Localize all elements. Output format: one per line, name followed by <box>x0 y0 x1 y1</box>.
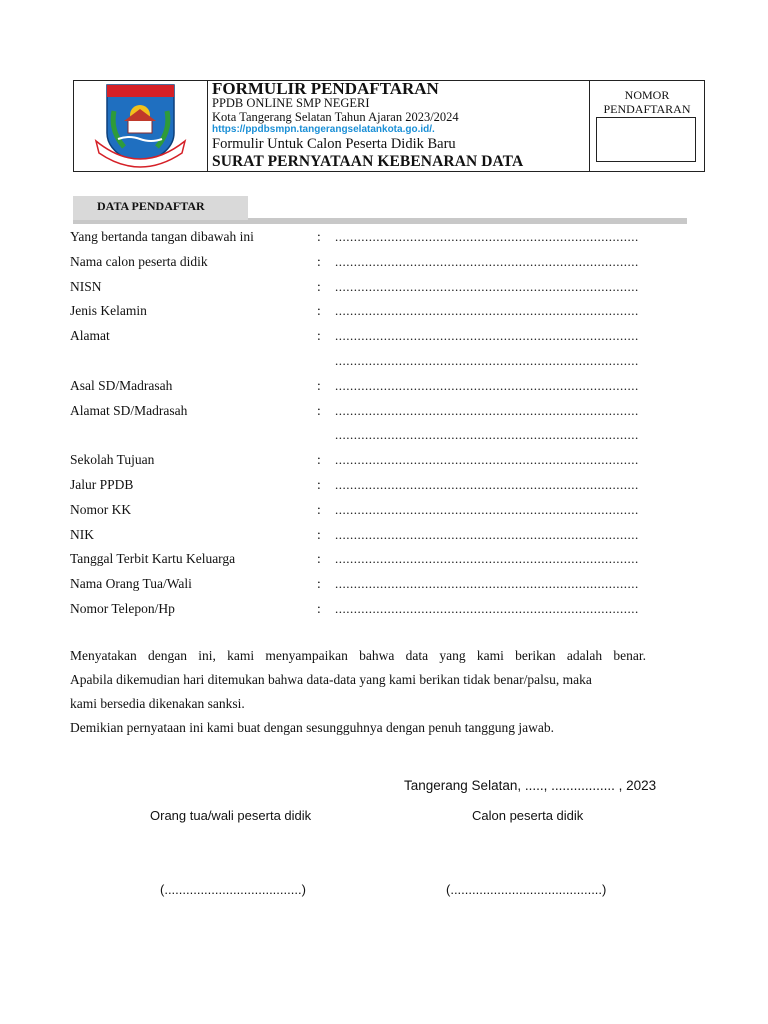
field-input[interactable]: ................................................................................. <box>335 279 639 294</box>
statement-line-2: Apabila dikemudian hari ditemukan bahwa data-data yang kami berikan tidak benar/palsu, maka <box>70 672 592 687</box>
section-title: DATA PENDAFTAR <box>97 199 205 213</box>
field-label: Alamat SD/Madrasah <box>70 403 188 418</box>
field-input[interactable]: ................................................................................. <box>335 254 639 269</box>
field-label: NIK <box>70 527 94 542</box>
field-label: Alamat <box>70 328 110 343</box>
field-colon: : <box>317 551 321 566</box>
field-label: Asal SD/Madrasah <box>70 378 173 393</box>
field-colon: : <box>317 502 321 517</box>
field-input[interactable]: ................................................................................. <box>335 601 639 616</box>
field-label: Yang bertanda tangan dibawah ini <box>70 229 254 244</box>
statement-line-3: kami bersedia dikenakan sanksi. <box>70 696 245 711</box>
student-signature-line[interactable]: (..........................................) <box>446 882 607 897</box>
field-colon: : <box>317 328 321 343</box>
field-label: Nama Orang Tua/Wali <box>70 576 192 591</box>
field-input[interactable]: ................................................................................. <box>335 477 639 492</box>
field-label: Nama calon peserta didik <box>70 254 208 269</box>
field-input[interactable]: ................................................................................. <box>335 551 639 566</box>
student-signature-label: Calon peserta didik <box>472 808 584 823</box>
field-colon: : <box>317 229 321 244</box>
parent-signature-label: Orang tua/wali peserta didik <box>150 808 312 823</box>
field-input[interactable]: ................................................................................. <box>335 378 639 393</box>
field-colon: : <box>317 403 321 418</box>
field-label: Sekolah Tujuan <box>70 452 155 467</box>
field-label: Tanggal Terbit Kartu Keluarga <box>70 551 236 566</box>
place-date-field[interactable]: Tangerang Selatan, ....., ................. , 2023 <box>404 778 657 793</box>
field-label: Jenis Kelamin <box>70 303 147 318</box>
form-subtitle-ppdb: PPDB ONLINE SMP NEGERI <box>212 96 370 110</box>
title-cell <box>208 81 590 171</box>
field-colon: : <box>317 254 321 269</box>
statement-line-4: Demikian pernyataan ini kami buat dengan sesungguhnya dengan penuh tanggung jawab. <box>70 720 554 735</box>
field-label: Nomor KK <box>70 502 132 517</box>
form-subtitle-purpose: Formulir Untuk Calon Peserta Didik Baru <box>212 136 456 152</box>
form-subtitle-year: Kota Tangerang Selatan Tahun Ajaran 2023/2024 <box>212 110 459 124</box>
field-colon: : <box>317 452 321 467</box>
field-input[interactable]: ................................................................................. <box>335 452 639 467</box>
field-colon: : <box>317 378 321 393</box>
field-colon: : <box>317 303 321 318</box>
field-input[interactable]: ................................................................................. <box>335 427 639 442</box>
header-table <box>73 80 705 172</box>
logo-cell <box>74 81 208 171</box>
field-colon: : <box>317 477 321 492</box>
field-colon: : <box>317 279 321 294</box>
kota-tangerang-selatan-logo <box>74 81 207 171</box>
field-input[interactable]: ................................................................................. <box>335 303 639 318</box>
field-label: Jalur PPDB <box>70 477 134 492</box>
form-subtitle-statement: SURAT PERNYATAAN KEBENARAN DATA <box>212 153 524 170</box>
parent-signature-line[interactable]: (......................................) <box>160 882 306 897</box>
field-input[interactable]: ................................................................................. <box>335 229 639 244</box>
field-input[interactable]: ................................................................................. <box>335 527 639 542</box>
field-input[interactable]: ................................................................................. <box>335 576 639 591</box>
field-input[interactable]: ................................................................................. <box>335 502 639 517</box>
statement-line-1: Menyatakan dengan ini, kami menyampaikan bahwa data yang kami berikan adalah benar. <box>70 648 646 663</box>
statement-paragraph <box>70 644 646 740</box>
form-url-link[interactable]: https://ppdbsmpn.tangerangselatankota.go.id/. <box>212 124 435 135</box>
field-input[interactable]: ................................................................................. <box>335 353 639 368</box>
field-input[interactable]: ................................................................................. <box>335 328 639 343</box>
field-colon: : <box>317 601 321 616</box>
field-colon: : <box>317 527 321 542</box>
registration-number-field[interactable] <box>596 117 696 162</box>
field-label: NISN <box>70 279 102 294</box>
registration-number-cell <box>590 81 704 171</box>
field-input[interactable]: ................................................................................. <box>335 403 639 418</box>
form-title: FORMULIR PENDAFTARAN <box>212 79 439 98</box>
registration-number-label: NOMOR PENDAFTARAN <box>603 88 691 116</box>
field-colon: : <box>317 576 321 591</box>
field-label: Nomor Telepon/Hp <box>70 601 175 616</box>
